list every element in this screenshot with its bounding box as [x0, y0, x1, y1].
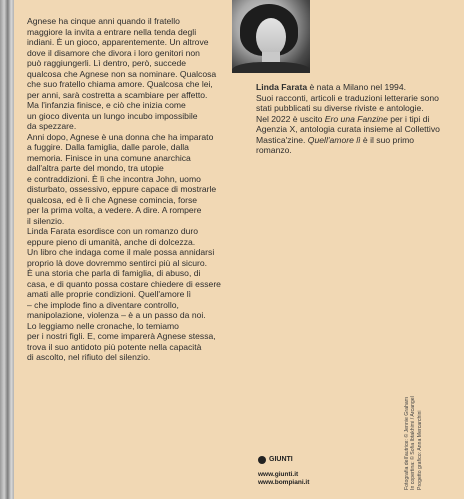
publisher-url[interactable]: www.bompiani.it	[258, 479, 310, 486]
image-credits	[404, 380, 460, 490]
author-bio	[256, 82, 452, 156]
credit-line: In copertina: © Sofia Ibtakhimi / Arcangel	[410, 396, 417, 490]
bio-line-3: Nel 2022 è uscito Ero una Fanzine per i tipi di Agenzia X, antologia curata insieme al Collettivo Mastica'zine. Quell'amore lì è il suo primo romanzo.	[256, 113, 440, 155]
author-name: Linda Farata	[256, 82, 308, 92]
synopsis-text	[27, 16, 232, 363]
credit-line: Progetto grafico: Anna Mercarchini	[416, 410, 423, 490]
synopsis-paragraph: Linda Farata esordisce con un romanzo duro eppure pieno di umanità, anche di dolcezza. Un libro che indaga come il male possa annidarsi proprio là dove dovremmo sentirci più al sicuro. È una storia che parla di famiglia, di abuso, di casa, e di quanto possa costare chiedere di essere amati alle proprie condizioni. Quell'amore lì – che implode fino a diventare controllo, manipolazione, violenza – è a un passo da noi. Lo leggiamo nelle cronache, lo temiamo per i nostri figli. E, come imparerà Agnese stessa, trova il suo antidoto più potente nella capacità di ascolto, nel rifiuto del silenzio.	[27, 226, 221, 362]
synopsis-paragraph: Agnese ha cinque anni quando il fratello maggiore la invita a entrare nella tenda degli indiani. È un gioco, apparentemente. Un altrove dove il disamore che divora i loro genitori non può raggiungerli. Lì dentro, però, succede qualcosa che Agnese non sa nominare. Qualcosa che suo fratello chiama amore. Qualcosa che lei, per anni, sarà costretta a scambiare per affetto. Ma l'infanzia finisce, e ciò che inizia come un gioco diventa un lungo incubo impossibile da spezzare.	[27, 16, 217, 131]
publisher-url[interactable]: www.giunti.it	[258, 470, 299, 478]
credit-line: Fotografia dell'autrice: © Jennie Graham	[404, 396, 410, 490]
author-photo	[232, 0, 310, 73]
cover-edge-strip	[0, 0, 14, 499]
synopsis-paragraph: Anni dopo, Agnese è una donna che ha imparato a fuggire. Dalla famiglia, dalle parole, dalla memoria. Finisce in una comune anarchica dall'altra parte del mondo, tra utopie e contraddizioni. È lì che incontra John, uomo disturbato, ossessivo, eppure capace di mostrarle qualcosa, ed è lì che Agnese comincia, forse per la prima volta, a vedere. A dire. A rompere il silenzio.	[27, 131, 217, 226]
bio-line-2: Suoi racconti, articoli e traduzioni letterarie sono stati pubblicati su diverse riviste e antologie.	[256, 92, 439, 113]
publisher-logo: GIUNTI	[258, 456, 309, 465]
bio-line-1: Linda Farata è nata a Milano nel 1994.	[256, 82, 407, 92]
giunti-logo-icon	[258, 456, 266, 464]
publisher-block	[258, 456, 309, 488]
